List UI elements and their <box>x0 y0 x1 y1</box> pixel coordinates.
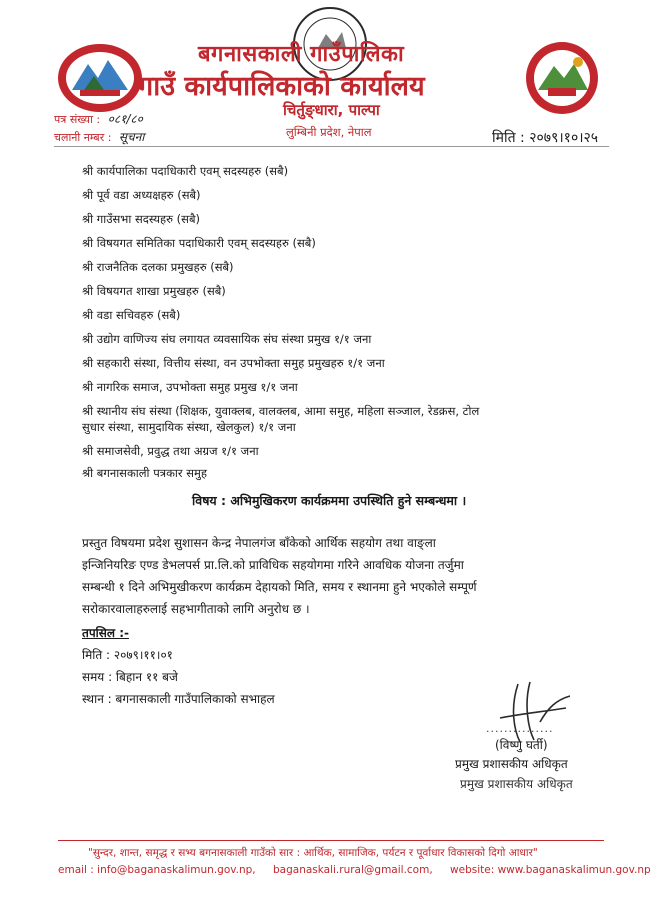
ref-number <box>54 110 143 127</box>
recipient-line: श्री समाजसेवी, प्रवुद्ध तथा अग्रज १/१ जना <box>82 444 259 458</box>
recipient-line: श्री सहकारी संस्था, वित्तीय संस्था, वन उपभोक्ता समुह प्रमुखहरु १/१ जना <box>82 356 385 370</box>
footer-contacts <box>58 864 662 876</box>
date-label: मिति : <box>492 130 525 146</box>
signatory-name: (विष्णु घर्ती) <box>495 738 548 752</box>
body-line: सरोकारवालाहरुलाई सहभागीताको लागि अनुरोध छ । <box>82 602 310 616</box>
footer-slogan: "सुन्दर, शान्त, समृद्ध र सभ्य बगनासकाली गाउँको सार : आर्थिक, सामाजिक, पर्यटन र पूर्वाधार विकासको दिगो आधार" <box>88 847 538 859</box>
footer-email-1: email : info@baganaskalimun.gov.np, <box>58 864 256 876</box>
recipient-line: श्री बगनासकाली पत्रकार समुह <box>82 466 207 480</box>
recipient-line: श्री स्थानीय संघ संस्था (शिक्षक, युवाक्लब, वालक्लब, आमा समुह, महिला सञ्जाल, रेडक्रस, टोल <box>82 404 480 418</box>
signatory-stamp-title: प्रमुख प्रशासकीय अधिकृत <box>460 777 573 791</box>
recipient-line: श्री नागरिक समाज, उपभोक्ता समुह प्रमुख १/१ जना <box>82 380 298 394</box>
recipient-line: सुधार संस्था, सामुदायिक संस्था, खेलकुल) १/१ जना <box>82 420 296 434</box>
letter-date <box>492 128 598 147</box>
recipient-line: श्री कार्यपालिका पदाधिकारी एवम् सदस्यहरु (सबै) <box>82 164 289 178</box>
footer-email-2: baganaskali.rural@gmail.com, <box>273 864 433 876</box>
footer-divider <box>58 840 604 841</box>
dispatch-label: चलानी नम्बर : <box>54 131 112 144</box>
office-address-line2: लुम्बिनी प्रदेश, नेपाल <box>286 125 372 139</box>
body-line: प्रस्तुत विषयमा प्रदेश सुशासन केन्द्र नेपालगंज बाँकेको आर्थिक सहयोग तथा वाङ्ला <box>82 536 436 550</box>
signature-dots: ............... <box>486 722 554 735</box>
office-name-line2: गाउँ कार्यपालिकाको कार्यालय <box>138 71 425 102</box>
letter-subject: विषय : अभिमुखिकरण कार्यक्रममा उपस्थिति हुने सम्बन्धमा । <box>192 493 467 508</box>
ref-value: ०८१/८० <box>107 112 143 126</box>
header-divider <box>54 146 609 147</box>
body-line: इन्जिनियरिङ एण्ड डेभलपर्स प्रा.लि.को प्राविधिक सहयोगमा गरिने आवधिक योजना तर्जुमा <box>82 558 464 572</box>
recipient-line: श्री विषयगत समितिका पदाधिकारी एवम् सदस्यहरु (सबै) <box>82 236 316 250</box>
dispatch-number <box>54 128 144 145</box>
details-heading: तपसिल :- <box>82 626 129 640</box>
recipient-line: श्री वडा सचिवहरु (सबै) <box>82 308 181 322</box>
signatory-title: प्रमुख प्रशासकीय अधिकृत <box>455 757 568 771</box>
detail-time: समय : बिहान ११ बजे <box>82 670 178 684</box>
detail-venue: स्थान : बगनासकाली गाउँपालिकाको सभाहल <box>82 692 275 706</box>
office-address-line1: चिर्तुङ्धारा, पाल्पा <box>283 101 380 119</box>
office-name-line1: बगनासकाली गाउँपालिका <box>198 42 405 67</box>
body-line: सम्बन्धी १ दिने अभिमुखीकरण कार्यक्रम देहायको मिति, समय र स्थानमा हुने भएकोले सम्पूर्ण <box>82 580 477 594</box>
recipient-line: श्री विषयगत शाखा प्रमुखहरु (सबै) <box>82 284 226 298</box>
nepal-emblem-icon <box>54 38 146 116</box>
footer-website: website: www.baganaskalimun.gov.np <box>450 864 651 876</box>
dispatch-value: सूचना <box>118 130 145 144</box>
recipient-line: श्री गाउँसभा सदस्यहरु (सबै) <box>82 212 200 226</box>
recipient-line: श्री राजनैतिक दलका प्रमुखहरु (सबै) <box>82 260 234 274</box>
recipient-line: श्री पूर्व वडा अध्यक्षहरु (सबै) <box>82 188 201 202</box>
detail-date: मिति : २०७९।११।०१ <box>82 648 173 662</box>
ref-label: पत्र संख्या : <box>54 113 101 126</box>
recipient-line: श्री उद्योग वाणिज्य संघ लगायत व्यवसायिक संघ संस्था प्रमुख १/१ जना <box>82 332 372 346</box>
date-value: २०७९।१०।२५ <box>529 130 599 146</box>
